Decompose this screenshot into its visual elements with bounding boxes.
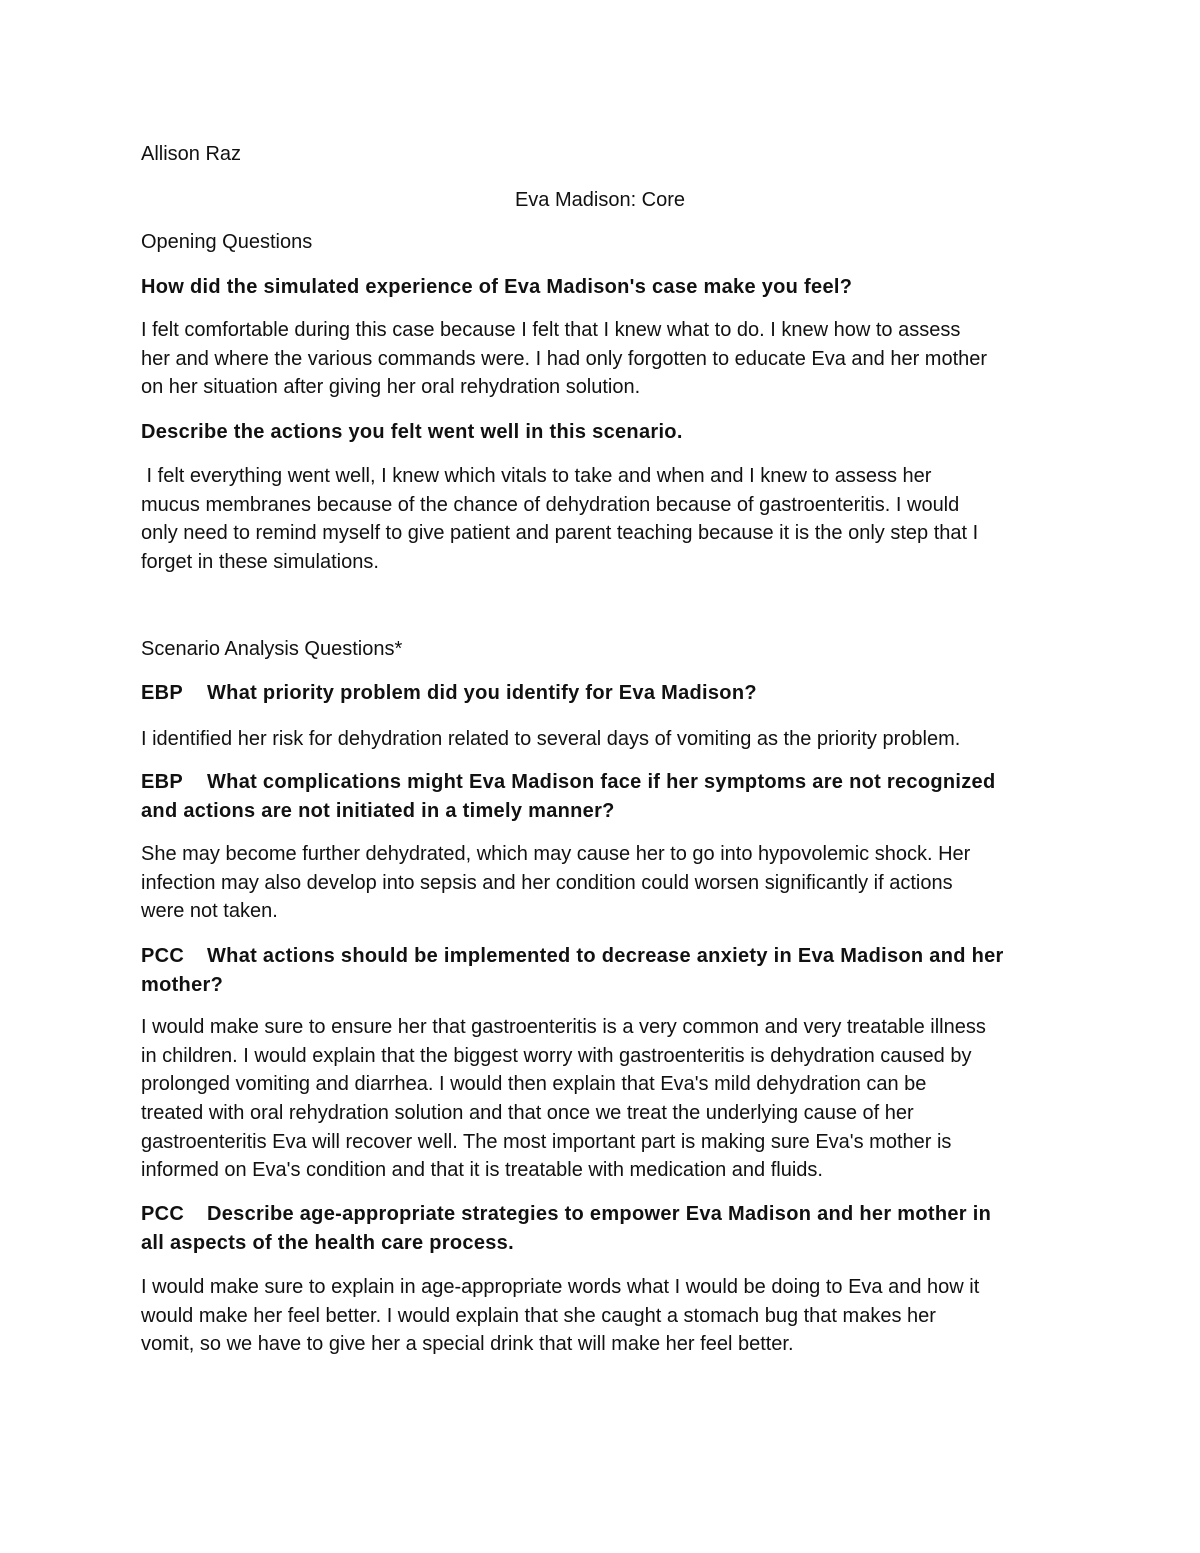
line-text: would make her feel better. I would explain that she caught a stomach bug that makes her: [141, 1304, 936, 1327]
answer-3: [141, 725, 1071, 754]
line-text: She may become further dehydrated, which may cause her to go into hypovolemic shock. Her: [141, 843, 971, 865]
text-line: [141, 679, 1071, 708]
question-tag: PCC: [141, 945, 185, 967]
text-line: [141, 942, 1071, 971]
line-text: forget in these simulations.: [141, 551, 379, 574]
text-line: [141, 418, 1071, 447]
line-text: I would make sure to ensure her that gastroenteritis is a very common and very treatable illness: [141, 1016, 986, 1038]
section-text: Opening Questions: [141, 231, 313, 253]
question-tag: EBP: [141, 771, 184, 793]
question-3: [141, 679, 1071, 708]
text-line: [141, 897, 1071, 926]
text-line: [141, 462, 1071, 491]
answer-6: [141, 1273, 1071, 1359]
text-line: [141, 1099, 1071, 1128]
line-text: prolonged vomiting and diarrhea. I would then explain that Eva's mild dehydration can be: [141, 1073, 927, 1096]
text-line: [141, 1302, 1071, 1331]
text-line: [141, 1330, 1071, 1359]
line-text: all aspects of the health care process.: [141, 1231, 514, 1254]
question-2: [141, 418, 1071, 447]
line-text: her and where the various commands were. I had only forgotten to educate Eva and her mother: [141, 347, 988, 370]
text-line: [141, 519, 1071, 548]
text-line: [141, 725, 1071, 754]
text-line: [141, 971, 1071, 1000]
line-text: mother?: [141, 973, 224, 996]
line-text: treated with oral rehydration solution and that once we treat the underlying cause of her: [141, 1102, 914, 1125]
question-4: [141, 768, 1071, 825]
line-text: I felt comfortable during this case because I felt that I knew what to do. I knew how to assess: [141, 319, 961, 341]
text-line: [141, 1273, 1071, 1302]
line-text: What actions should be implemented to decrease anxiety in Eva Madison and her: [207, 945, 1004, 967]
line-text: only need to remind myself to give patient and parent teaching because it is the only step that I: [141, 522, 979, 545]
text-line: [141, 316, 1071, 345]
text-line: [141, 548, 1071, 577]
line-text: I felt everything went well, I knew which vitals to take and when and I knew to assess her: [141, 465, 932, 487]
text-line: [141, 797, 1071, 826]
line-text: infection may also develop into sepsis and her condition could worsen significantly if actions: [141, 871, 953, 894]
text-line: [141, 1070, 1071, 1099]
question-tag: EBP: [141, 682, 184, 704]
author-name: [141, 140, 1071, 169]
text-line: [141, 1229, 1071, 1258]
text-line: [141, 1156, 1071, 1185]
section-text: Scenario Analysis Questions*: [141, 638, 403, 660]
line-text: vomit, so we have to give her a special drink that will make her feel better.: [141, 1333, 794, 1356]
question-tag: PCC: [141, 1203, 185, 1225]
text-line: [141, 1042, 1071, 1071]
text-line: [141, 373, 1071, 402]
answer-1: [141, 316, 1071, 402]
text-line: [141, 1128, 1071, 1157]
line-text: What priority problem did you identify for Eva Madison?: [207, 682, 757, 704]
line-text: What complications might Eva Madison face if her symptoms are not recognized: [207, 771, 996, 793]
author-text: Allison Raz: [141, 143, 242, 165]
line-text: in children. I would explain that the biggest worry with gastroenteritis is dehydration caused by: [141, 1044, 972, 1067]
line-text: informed on Eva's condition and that it is treatable with medication and fluids.: [141, 1159, 823, 1182]
line-text: were not taken.: [141, 900, 278, 923]
line-text: on her situation after giving her oral rehydration solution.: [141, 376, 641, 399]
answer-2: [141, 462, 1071, 577]
document-title: Eva Madison: Core: [514, 189, 686, 211]
line-text: mucus membranes because of the chance of dehydration because of gastroenteritis. I would: [141, 493, 960, 516]
text-line: [141, 345, 1071, 374]
text-line: [141, 768, 1071, 797]
text-line: [141, 840, 1071, 869]
answer-4: [141, 840, 1071, 926]
section-heading-opening: [141, 228, 1071, 257]
question-1: [141, 273, 1071, 302]
text-line: [141, 869, 1071, 898]
text-line: [141, 1013, 1071, 1042]
line-text: Describe the actions you felt went well in this scenario.: [141, 421, 683, 443]
section-heading-scenario: [141, 635, 1071, 664]
line-text: gastroenteritis Eva will recover well. The most important part is making sure Eva's mother is: [141, 1130, 952, 1153]
text-line: [141, 1200, 1071, 1229]
line-text: I identified her risk for dehydration related to several days of vomiting as the priority problem.: [141, 728, 961, 750]
line-text: I would make sure to explain in age-appropriate words what I would be doing to Eva and how it: [141, 1276, 980, 1298]
question-5: [141, 942, 1071, 999]
text-line: [141, 273, 1071, 302]
line-text: and actions are not initiated in a timely manner?: [141, 799, 615, 822]
line-text: Describe age-appropriate strategies to empower Eva Madison and her mother in: [207, 1203, 992, 1225]
line-text: How did the simulated experience of Eva Madison's case make you feel?: [141, 276, 853, 298]
answer-5: [141, 1013, 1071, 1185]
text-line: [141, 491, 1071, 520]
question-6: [141, 1200, 1071, 1257]
